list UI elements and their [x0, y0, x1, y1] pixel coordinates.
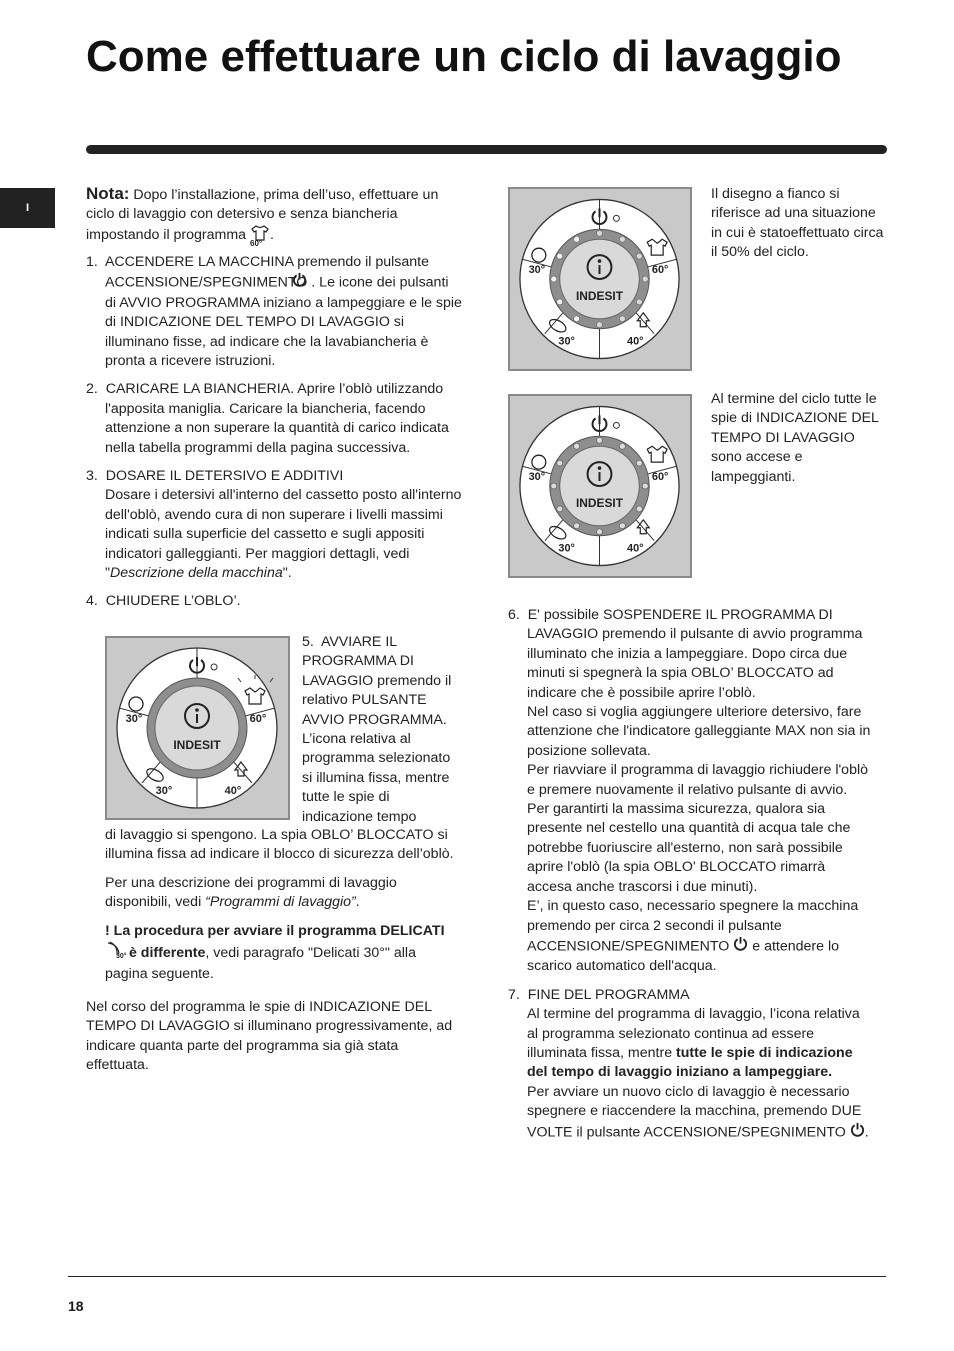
- step-7-restart-text: Per avviare un nuovo ciclo di lavaggio è necessario spegnere e riaccendere la macchina, premendo DUE VOLTE il pulsante ACCENSIONE/SPEGNIMENTO: [527, 1083, 862, 1141]
- temp-right: 60°: [249, 713, 267, 725]
- title-rule: [86, 145, 887, 154]
- step-6-drain: [508, 897, 872, 977]
- shirt-60-icon: [250, 225, 270, 248]
- control-panel-end-cycle: [508, 394, 692, 578]
- temp-bottom-left: 30°: [558, 335, 575, 348]
- progress-text: Nel corso del programma le spie di INDICAZIONE DEL TEMPO DI LAVAGGIO si illuminano progressivamente, ad indicare quanta parte del programma sia già stata effettuata.: [86, 999, 453, 1074]
- step-6-text: E' possibile SOSPENDERE IL PROGRAMMA DI LAVAGGIO premendo il pulsante di avvio programma illuminato che inizia a lampeggiare. Dopo circa due minuti si spegnerà la spia OBLO’ BLOCCATO ad indicare che è possibile aprire l’oblò.: [527, 607, 863, 701]
- temp-bottom-right: 40°: [627, 335, 644, 348]
- step-7-heading: FINE DEL PROGRAMMA: [527, 986, 690, 1003]
- footer-rule: [68, 1276, 886, 1277]
- programs-reference-end: .: [355, 894, 360, 911]
- temp-bottom-right: 40°: [224, 785, 242, 797]
- step-7-text: Al termine del programma di lavaggio, l’icona relativa al programma selezionato continua ad essere illuminata fissa, mentre: [527, 1006, 860, 1061]
- step-2-text: CARICARE LA BIANCHERIA. Aprire l’oblò utilizzando l'apposita maniglia. Caricare la biancheria, facendo attenzione a non superare la quantità di carico indicata nella tabella programmi della pagina successiva.: [105, 381, 449, 456]
- page-title: Come effettuare un ciclo di lavaggio: [86, 32, 842, 81]
- progress-paragraph: [86, 998, 462, 1085]
- step-4-text: CHIUDERE L’OBLO’.: [105, 593, 241, 610]
- brand-label: INDESIT: [173, 738, 221, 752]
- control-dial: [510, 189, 690, 369]
- temp-right: 60°: [651, 471, 669, 484]
- step-1-text-b: . Le icone dei pulsanti di AVVIO PROGRAMMA iniziano a lampeggiare e le spie di INDICAZIONE DEL TEMPO DI LAVAGGIO si illuminano fisse, ad indicare che la lavabiancheria è pronta a ricevere istruzioni.: [105, 274, 462, 369]
- control-panel-half-cycle: [508, 187, 692, 371]
- step-1-text: ACCENDERE LA MACCHINA premendo il pulsante ACCENSIONE/SPEGNIMENTO: [104, 253, 430, 291]
- delicate-30-icon: [105, 941, 125, 965]
- power-icon: [733, 936, 748, 957]
- step-5-side: 5. AVVIARE IL PROGRAMMA DI LAVAGGIO premendo il relativo PULSANTE AVVIO PROGRAMMA. L’icona relativa al programma selezionato si illumina fissa, mentre tutte le spie di indicazione tempo: [302, 634, 452, 825]
- nota-label: Nota:: [86, 184, 130, 203]
- warning-bold-a: ! La procedura per avviare il programma DELICATI: [105, 922, 445, 939]
- step-4: 4. CHIUDERE L’OBLO’.: [86, 593, 241, 610]
- warning-text: , vedi paragrafo "Delicati 30°" alla pagina seguente.: [105, 944, 416, 983]
- step-5-continued: [105, 826, 462, 989]
- step-7-bold: tutte le spie di indicazione del tempo di lavaggio iniziano a lampeggiare.: [527, 1044, 853, 1081]
- brand-label: INDESIT: [575, 495, 624, 510]
- step-7-restart: [508, 1083, 872, 1143]
- step-7: 7. FINE DEL PROGRAMMA: [508, 986, 690, 1003]
- step-3-end: ".: [282, 565, 292, 582]
- warning-bold-b: è differente: [125, 944, 206, 961]
- temp-left: 30°: [528, 264, 546, 277]
- step-6-drain-end: e attendere lo scarico automatico dell'acqua.: [527, 938, 840, 975]
- brand-label: INDESIT: [575, 288, 624, 303]
- step-2: 2. CARICARE LA BIANCHERIA. Aprire l’oblò utilizzando l'apposita maniglia. Caricare la biancheria, facendo attenzione a non superare la quantità di carico indicata nella tabella programmi della pagina successiva.: [86, 381, 449, 456]
- right-column-steps: [508, 606, 872, 1152]
- control-dial: [510, 396, 690, 576]
- control-panel-step5: [105, 636, 290, 820]
- programs-reference-link: “Programmi di lavaggio”: [205, 894, 356, 911]
- shirt-icon-temp: 60°: [250, 238, 263, 248]
- language-tab: I: [0, 188, 55, 228]
- step-6: 6. E' possibile SOSPENDERE IL PROGRAMMA DI LAVAGGIO premendo il pulsante di avvio programma illuminato che inizia a lampeggiare. Dopo circa due minuti si spegnerà la spia OBLO’ BLOCCATO ad indicare che è possibile aprire l’oblò.: [508, 607, 863, 701]
- panel-2-caption: Al termine del ciclo tutte le spie di INDICAZIONE DEL TEMPO DI LAVAGGIO sono accese e lampeggianti.: [711, 391, 879, 485]
- step-3-text: Dosare i detersivi all'interno del cassetto posto all'interno dell'oblò, avendo cura di non superare i livelli massimi indicati sulla superficie del cassetto e sugli appositi indicatori galleggianti. Per maggiori dettagli, vedi ": [105, 487, 462, 582]
- step-6-safety: Per garantirti la massima sicurezza, qualora sia presente nel cestello una quantità di acqua tale che potrebbe fuoriuscire all'esterno, non sarà possibile aprire l'oblò (la spia OBLO' BLOCCATO rimarrà accesa anche trascorsi i due minuti).: [527, 801, 851, 895]
- temp-right: 60°: [651, 264, 669, 277]
- step-3-heading: DOSARE IL DETERSIVO E ADDITIVI: [105, 468, 344, 485]
- programs-reference: [105, 874, 462, 913]
- step-5-text: AVVIARE IL PROGRAMMA DI LAVAGGIO premendo il relativo PULSANTE AVVIO PROGRAMMA. L’icona relativa al programma selezionato si illumina fissa, mentre tutte le spie di indicazione tempo: [302, 634, 452, 825]
- temp-left: 30°: [125, 713, 143, 725]
- delicati-warning: [105, 922, 462, 985]
- temp-bottom-right: 40°: [627, 542, 644, 555]
- power-icon: [850, 1122, 865, 1143]
- page-number: 18: [68, 1298, 84, 1314]
- panel-1-caption: Il disegno a fianco si riferisce ad una situazione in cui è statoeffettuato circa il 50% del ciclo.: [711, 186, 884, 261]
- nota-text: Dopo l’installazione, prima dell’uso, effettuare un ciclo di lavaggio con detersivo e senza biancheria impostando il programma: [86, 187, 439, 243]
- temp-bottom-left: 30°: [558, 542, 575, 555]
- programs-reference-text: Per una descrizione dei programmi di lavaggio disponibili, vedi: [105, 874, 397, 911]
- step-6-drain-text: E’, in questo caso, necessario spegnere la macchina premendo per circa 2 secondi il pulsante ACCENSIONE/SPEGNIMENTO: [527, 898, 859, 955]
- step-7-end: .: [864, 1124, 869, 1141]
- step-5-continued-text: di lavaggio si spengono. La spia OBLO’ BLOCCATO si illumina fissa ad indicare il blocco di sicurezza dell’oblò.: [105, 827, 454, 863]
- temp-bottom-left: 30°: [155, 785, 173, 797]
- step-7-body: [508, 1005, 872, 1083]
- left-column: [86, 184, 462, 621]
- control-dial: [107, 638, 288, 818]
- step-3-reference: Descrizione della macchina: [110, 565, 283, 582]
- step-1: 1. ACCENDERE LA MACCHINA premendo il pulsante ACCENSIONE/SPEGNIMENTO . Le icone dei pulsanti di AVVIO PROGRAMMA iniziano a lampeggiare e le spie di INDICAZIONE DEL TEMPO DI LAVAGGIO si illuminano fisse, ad indicare che la lavabiancheria è pronta a ricevere istruzioni.: [86, 253, 462, 369]
- step-3: 3. DOSARE IL DETERSIVO E ADDITIVI: [86, 468, 344, 485]
- step-6-restart: Per riavviare il programma di lavaggio richiudere l'oblò e premere nuovamente il relativo pulsante di avvio.: [527, 762, 868, 798]
- step-3-body: [86, 486, 462, 583]
- temp-left: 30°: [528, 471, 546, 484]
- step-6-detergent: Nel caso si voglia aggiungere ulteriore detersivo, fare attenzione che l'indicatore galleggiante MAX non sia in posizione sollevata.: [527, 704, 871, 759]
- nota-paragraph: Nota: Dopo l’installazione, prima dell’uso, effettuare un ciclo di lavaggio con detersivo e senza biancheria impostando il programma 60° .: [86, 184, 439, 248]
- svg-text:30°: 30°: [116, 953, 127, 961]
